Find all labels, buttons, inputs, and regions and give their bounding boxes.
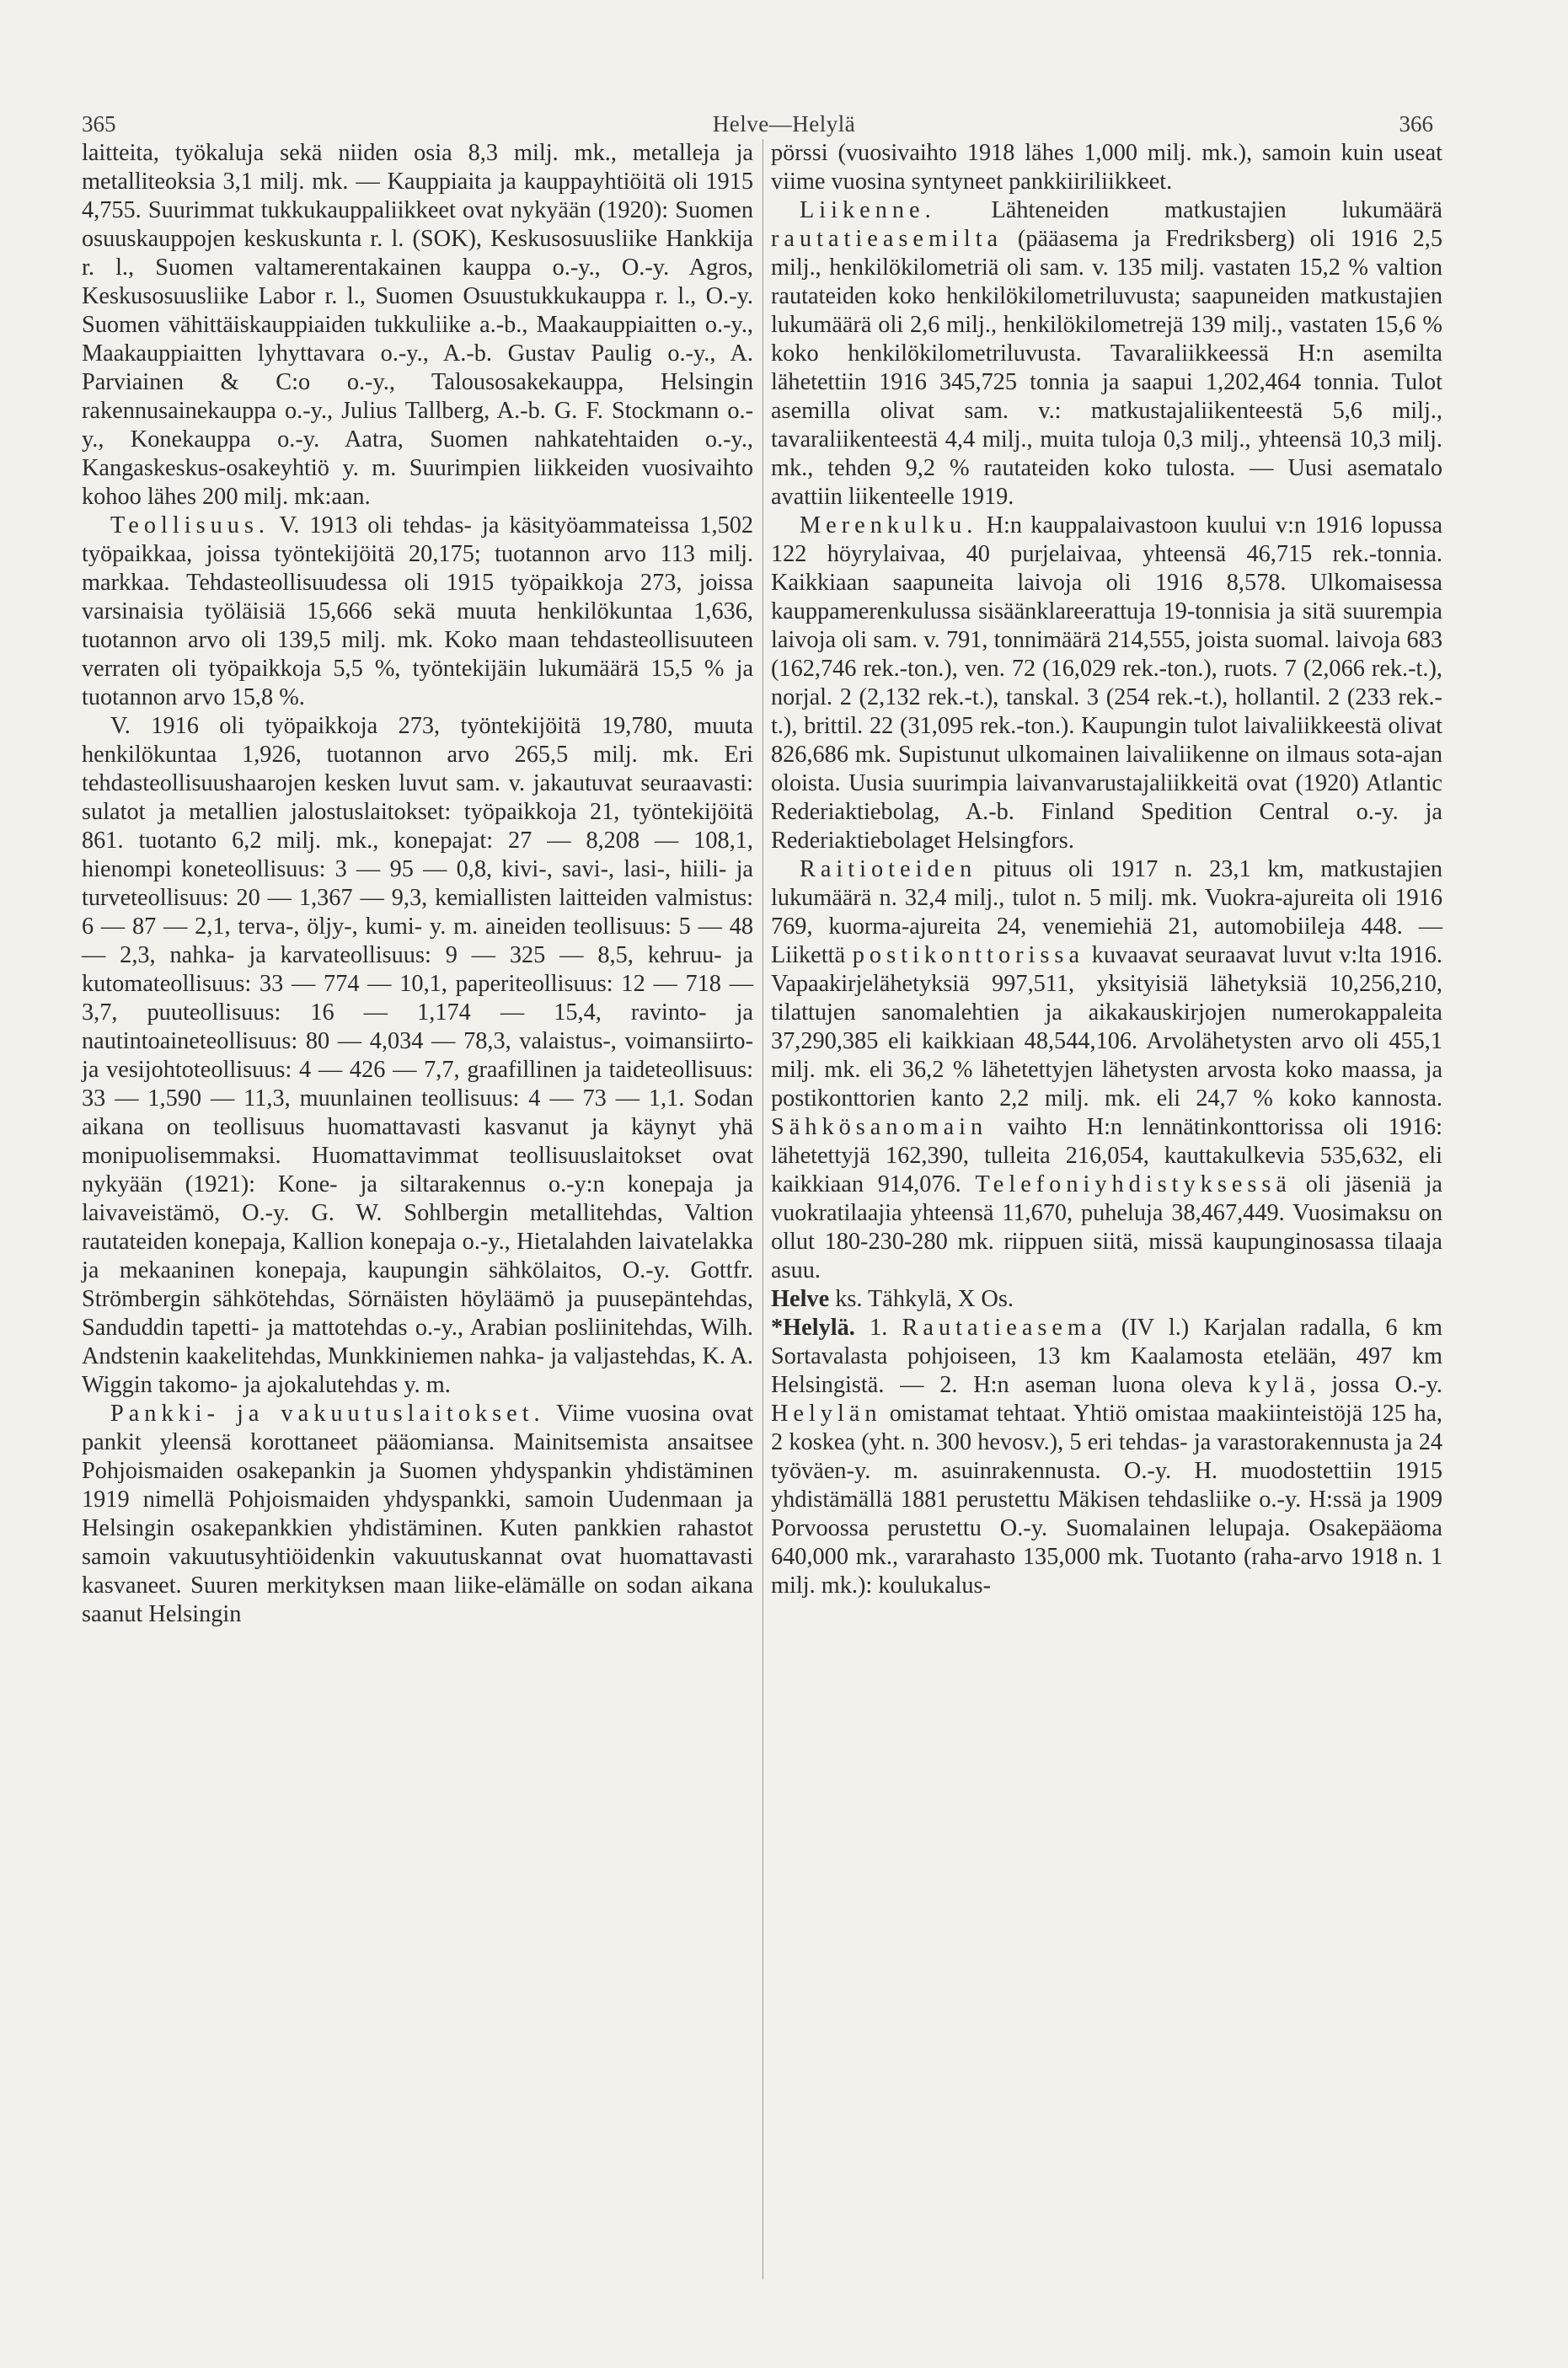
section-label-tramways: Raitioteiden xyxy=(800,856,977,882)
helyla-text-a: 1. xyxy=(854,1315,902,1341)
village-term: kylä xyxy=(1248,1372,1310,1398)
paragraph-industry xyxy=(82,512,753,712)
entry-helve xyxy=(771,1285,1442,1314)
telegram-term: Sähkösanomain xyxy=(771,1114,988,1140)
traffic-text-b: (pääasema ja Fredriksberg) oli 1916 2,5 milj., henkilökilometriä oli sam. v. 135 milj. vastaten 15,2 % valtion rautateiden koko henkilökilometriluvusta; saapuneiden matkustajien lukumäärä oli 2,6 milj., henkilökilometrejä 139 milj., vastaten 15,6 % koko henkilökilometriluvusta. Tavaraliikkeessä H:n asemilta lähetettiin 1916 345,725 tonnia ja saapui 1,202,464 tonnia. Tulot asemilla olivat sam. v.: matkustajaliikenteestä 5,6 milj., tavaraliikenteestä 4,4 milj., muita tuloja 0,3 milj., yhteensä 10,3 milj. mk., tehden 9,2 % rautateiden koko tulosta. — Uusi asematalo avattiin liikenteelle 1919. xyxy=(771,226,1442,510)
paragraph-tramways xyxy=(771,855,1442,1285)
page-number-right: 366 xyxy=(1399,111,1433,137)
traffic-spaced-term: rautatieasemilta xyxy=(771,226,1003,252)
telephone-term: Telefoniyhdistyksessä xyxy=(975,1171,1292,1197)
tramways-text-d: oli jäseniä ja vuokratilaajia yhteensä 11,670, puheluja 38,467,449. Vuosimaksu on ollut 180-230-280 mk. riippuen siitä, missä kaupunginosassa tilaaja asuu. xyxy=(771,1171,1442,1283)
section-label-traffic: Liikenne. xyxy=(800,197,936,223)
traffic-text-a: Lähteneiden matkustajien lukumäärä xyxy=(935,197,1442,223)
helyla-text-b: (IV l.) Karjalan radalla, 6 km Sortavalasta pohjoiseen, 13 km Kaalamosta etelään, 497 km Helsingistä. — 2. H:n aseman luona oleva xyxy=(771,1315,1442,1398)
paragraph-industry-text: V. 1913 oli tehdas- ja käsityöammateissa 1,502 työpaikkaa, joissa työntekijöitä 20,175; tuotannon arvo 113 milj. markkaa. Tehdasteollisuudessa oli 1915 työpaikkoja 273, joissa varsinaisia työläisiä 15,666 sekä muuta henkilökuntaa 1,636, tuotannon arvo oli 139,5 milj. mk. Koko maan tehdasteollisuuteen verraten oli työpaikkoja 5,5 %, työntekijäin lukumäärä 15,5 % ja tuotannon arvo 15,8 %. xyxy=(82,512,753,710)
paragraph-exchange: pörssi (vuosivaihto 1918 lähes 1,000 milj. mk.), samoin kuin useat viime vuosina syntyneet pankkiiriliikkeet. xyxy=(771,140,1442,195)
helyla-text-d: omistamat tehtaat. Yhtiö omistaa maakiinteistöjä 125 ha, 2 koskea (yht. n. 300 hevosv.), 5 eri tehdas- ja varastorakennusta ja 24 työväen-y. m. asuinrakennusta. O.-y. H. muodostettiin 1915 yhdistämällä 1881 perustettu Mäkisen tehdasliike o.-y. H:ssä ja 1909 Porvoossa perustettu O.-y. Suomalainen lelupaja. Osakepääoma 640,000 mk., vararahasto 135,000 mk. Tuotanto (raha-arvo 1918 n. 1 milj. mk.): koulukalus- xyxy=(771,1401,1442,1599)
tramways-text-a: pituus oli 1917 n. 23,1 km, matkustajien lukumäärä n. 32,4 milj., tulot n. 5 milj. mk. Vuokra-ajureita oli 1916 769, kuorma-ajureita 24, venemiehiä 21, automobiileja 448. — Liikettä xyxy=(771,856,1442,968)
paragraph-trade: laitteita, työkaluja sekä niiden osia 8,3 milj. mk., metalleja ja metalliteoksia 3,1 milj. mk. — Kauppiaita ja kauppayhtiöitä oli 1915 4,755. Suurimmat tukkukauppaliikkeet ovat nykyään (1920): Suomen osuuskauppojen keskuskunta r. l. (SOK), Keskusosuusliike Hankkija r. l., Suomen valtamerentakainen kauppa o.-y., O.-y. Agros, Keskusosuusliike Labor r. l., Suomen Osuustukkukauppa r. l., O.-y. Suomen vähittäiskauppiaiden tukkuliike a.-b., Maakauppiaitten o.-y., Maakauppiaitten lyhyttavara o.-y., A.-b. Gustav Paulig o.-y., A. Parviainen & C:o o.-y., Talousosakekauppa, Helsingin rakennusainekauppa o.-y., Julius Tallberg, A.-b. G. F. Stockmann o.-y., Konekauppa o.-y. Aatra, Suomen nahkatehtaiden o.-y., Kangaskeskus-osakeyhtiö y. m. Suurimpien liikkeiden vuosivaihto kohoo lähes 200 milj. mk:aan. xyxy=(82,140,753,510)
right-column xyxy=(771,139,1442,1600)
paragraph-industry-1916: V. 1916 oli työpaikkoja 273, työntekijöitä 19,780, muuta henkilökuntaa 1,926, tuotannon arvo 265,5 milj. mk. Eri tehdasteollisuushaarojen kesken luvut sam. v. jakautuvat seuraavasti: sulatot ja metallien jalostuslaitokset: työpaikkoja 21, työntekijöitä 861. tuotanto 6,2 milj. mk., konepajat: 27 — 8,208 — 108,1, hienompi koneteollisuus: 3 — 95 — 0,8, kivi-, savi-, lasi-, hiili- ja turveteollisuus: 20 — 1,367 — 9,3, kemiallisten laitteiden valmistus: 6 — 87 — 2,1, terva-, öljy-, kumi- y. m. aineiden teollisuus: 5 — 48 — 2,3, nahka- ja karvateollisuus: 9 — 325 — 8,5, kehruu- ja kutomateollisuus: 33 — 774 — 10,1, paperiteollisuus: 12 — 718 — 3,7, puuteollisuus: 16 — 1,174 — 15,4, ravinto- ja nautintoaineteollisuus: 80 — 4,034 — 78,3, valaistus-, voimansiirto- ja vesijohtoteollisuus: 4 — 426 — 7,7, graafillinen ja taideteollisuus: 33 — 1,590 — 11,3, muunlainen teollisuus: 4 — 73 — 1,1. Sodan aikana on teollisuus huomattavasti kasvanut ja käynyt yhä monipuolisemmaksi. Huomattavimmat teollisuuslaitokset ovat nykyään (1921): Kone- ja siltarakennus o.-y:n konepaja ja laivaveistämö, O.-y. G. W. Sohlbergin metallitehdas, Valtion rautateiden konepaja, Kallion konepaja o.-y., Hietalahden laivatelakka ja mekaaninen konepaja, kaupungin sähkölaitos, O.-y. Gottfr. Strömbergin sähkötehdas, Sörnäisten höyläämö ja puusepäntehdas, Sanduddin tapetti- ja mattotehdas o.-y., Arabian posliinitehdas, Wilh. Andstenin kaakelitehdas, Munkkiniemen nahka- ja valjastehdas, K. A. Wiggin takomo- ja ajokalutehdas y. m. xyxy=(82,713,753,1398)
tramways-text-b: kuvaavat seuraavat luvut v:lta 1916. Vapaakirjelähetyksiä 997,511, yksityisiä lähetyksiä 10,256,210, tilattujen sanomalehtien ja aikakauskirjojen numerokappaleita 37,290,385 eli kaikkiaan 48,544,106. Arvolähetysten arvo oli 455,1 milj. mk. eli 36,2 % lähetettyjen lähetysten arvosta koko maassa, ja postikonttorien kanto 2,2 milj. mk. eli 24,7 % koko kannosta. xyxy=(771,942,1442,1112)
running-title: Helve—Helylä xyxy=(712,111,856,137)
page-number-left: 365 xyxy=(82,111,116,137)
paragraph-shipping xyxy=(771,512,1442,855)
paragraph-banks-text: Viime vuosina ovat pankit yleensä korottaneet pääomiansa. Mainitsemista ansaitsee Pohjoismaiden osakepankin ja Suomen yhdyspankin yhdistäminen 1919 nimellä Pohjoismaiden yhdyspankki, samoin Uudenmaan ja Helsingin osakepankkien yhdistäminen. Kuten pankkien rahastot samoin vakuutusyhtiöidenkin vakuutuskannat ovat huomattavasti kasvaneet. Suuren merkityksen maan liike-elämälle on sodan aikana saanut Helsingin xyxy=(82,1401,753,1627)
tramways-text-c: vaihto H:n lennätinkonttorissa oli 1916: lähetettyjä 162,390, tulleita 216,054, kauttakulkevia 535,632, eli kaikkiaan 914,076. xyxy=(771,1114,1442,1197)
railway-station-term: Rautatieasema xyxy=(902,1315,1107,1341)
entry-helve-text: ks. Tähkylä, X Os. xyxy=(829,1286,1014,1312)
section-label-industry: Teollisuus. xyxy=(110,512,270,538)
left-column xyxy=(82,139,753,1629)
entry-helyla xyxy=(771,1314,1442,1600)
paragraph-banks xyxy=(82,1400,753,1629)
shipping-text: H:n kauppalaivastoon kuului v:n 1916 lopussa 122 höyrylaivaa, 40 purjelaivaa, yhteensä 46,715 rek.-tonnia. Kaikkiaan saapuneita laivoja oli 1916 8,578. Ulkomaisessa kauppamerenkulussa sisäänklareerattuja 19-tonnisia ja sitä suurempia laivoja oli sam. v. 791, tonnimäärä 214,555, joista suomal. laivoja 683 (162,746 rek.-ton.), ven. 72 (16,029 rek.-ton.), ruots. 7 (2,066 rek.-t.), norjal. 2 (2,132 rek.-t.), tanskal. 3 (254 rek.-t.), hollantil. 2 (233 rek.-t.), brittil. 22 (31,095 rek.-ton.). Kaupungin tulot laivaliikkeestä olivat 826,686 mk. Supistunut ulkomainen laivaliikenne on ilmaus sota-ajan oloista. Uusia suurimpia laivanvarustajaliikkeitä ovat (1920) Atlantic Rederiaktiebolag, A.-b. Finland Spedition Central o.-y. ja Rederiaktiebolaget Helsingfors. xyxy=(771,512,1442,854)
section-label-banks: Pankki- ja vakuutuslaitokset. xyxy=(110,1401,545,1427)
section-label-shipping: Merenkulku. xyxy=(800,512,978,538)
helyla-company-term: Helylän xyxy=(771,1401,882,1427)
entry-headword-helve: Helve xyxy=(771,1286,830,1312)
paragraph-traffic xyxy=(771,196,1442,512)
post-office-term: postikonttorissa xyxy=(852,942,1084,968)
helyla-text-c: , jossa O.-y. xyxy=(1309,1372,1442,1398)
entry-headword-helyla: *Helylä. xyxy=(771,1315,855,1341)
